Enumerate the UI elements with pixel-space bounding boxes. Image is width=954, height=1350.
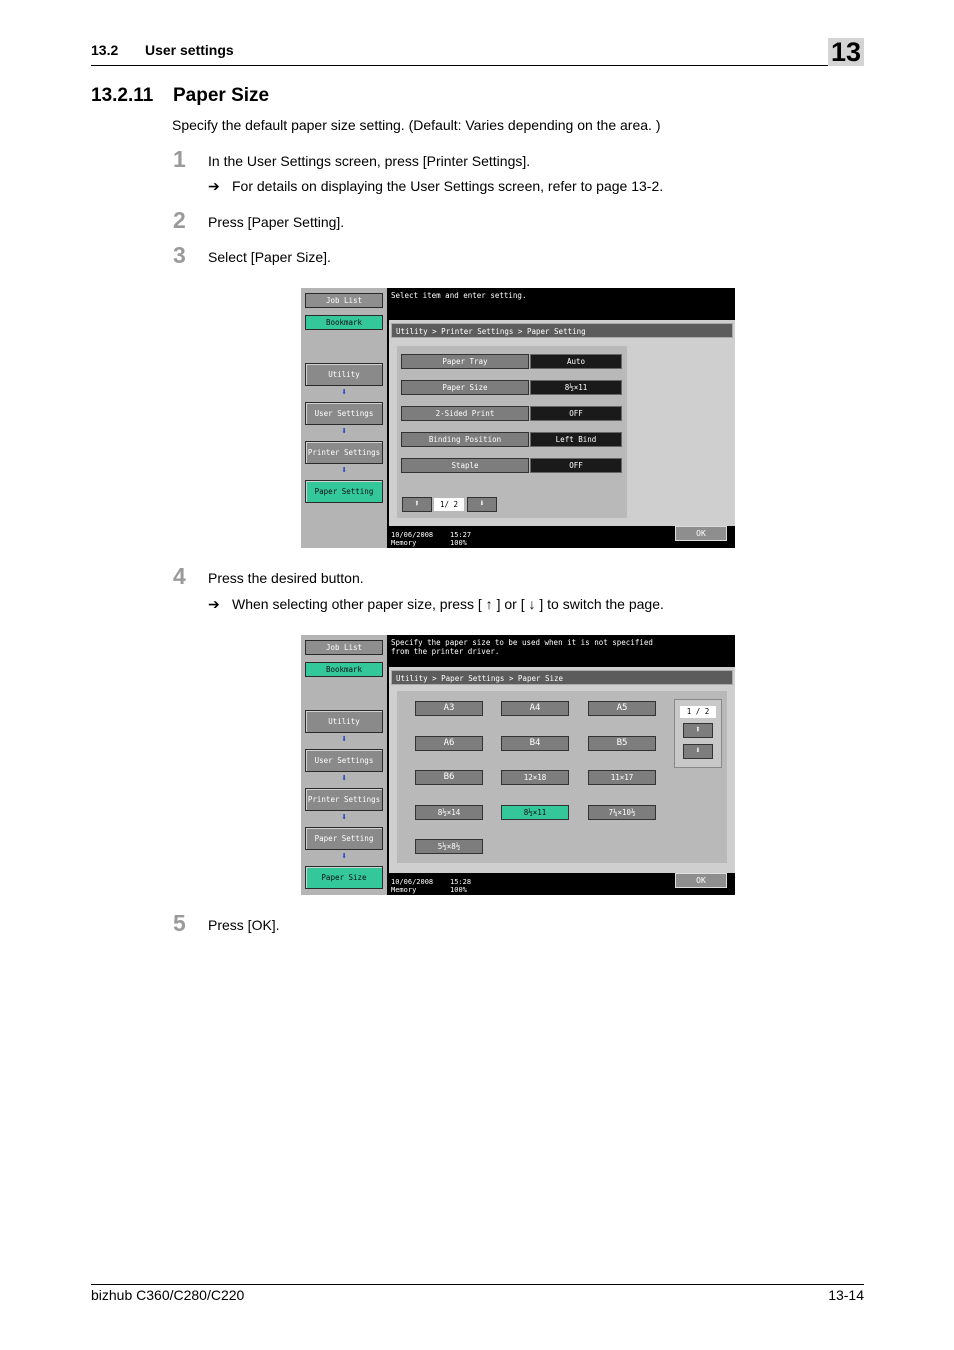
section-title: User settings bbox=[145, 42, 234, 58]
title-text: Paper Size bbox=[173, 85, 270, 106]
down-arrow-icon: ⬇ bbox=[341, 465, 348, 476]
page-title bbox=[91, 85, 269, 107]
staple-button[interactable]: Staple bbox=[401, 458, 529, 473]
size-button-8-5x11[interactable]: 8½×11 bbox=[501, 805, 569, 820]
screen-message bbox=[391, 638, 653, 656]
two-sided-print-button[interactable]: 2-Sided Print bbox=[401, 406, 529, 421]
down-arrow-icon: ⬇ bbox=[341, 851, 348, 862]
size-button-12x18[interactable]: 12×18 bbox=[501, 770, 569, 785]
paper-tray-value: Auto bbox=[530, 354, 622, 369]
paper-size-value: 8½×11 bbox=[530, 380, 622, 395]
page-up-button[interactable]: ⬆ bbox=[402, 497, 432, 512]
nav-printer-settings[interactable]: Printer Settings bbox=[305, 788, 383, 811]
nav-printer-settings[interactable]: Printer Settings bbox=[305, 441, 383, 464]
down-arrow-icon: ⬇ bbox=[341, 773, 348, 784]
job-list-button[interactable]: Job List bbox=[305, 640, 383, 655]
status-date: 10/06/2008 bbox=[391, 878, 434, 886]
nav-paper-setting[interactable]: Paper Setting bbox=[305, 827, 383, 850]
size-button-7-25x10-5[interactable]: 7¼×10½ bbox=[588, 805, 656, 820]
size-button-a6[interactable]: A6 bbox=[415, 736, 483, 751]
message-line-1: Specify the paper size to be used when it is not specified bbox=[391, 638, 653, 647]
chapter-badge: 13 bbox=[828, 38, 864, 66]
page-indicator: 1 / 2 bbox=[680, 706, 716, 718]
ok-button[interactable]: OK bbox=[675, 526, 727, 541]
size-button-a5[interactable]: A5 bbox=[588, 701, 656, 716]
staple-value: OFF bbox=[530, 458, 622, 473]
step-text: In the User Settings screen, press [Printer Settings]. bbox=[208, 153, 531, 169]
footer-page-number: 13-14 bbox=[828, 1287, 864, 1303]
two-sided-print-value: OFF bbox=[530, 406, 622, 421]
footer-rule bbox=[91, 1284, 864, 1285]
step-number: 3 bbox=[173, 242, 186, 268]
footer-product: bizhub C360/C280/C220 bbox=[91, 1287, 245, 1303]
section-number: 13.2 bbox=[91, 42, 119, 58]
size-button-a3[interactable]: A3 bbox=[415, 701, 483, 716]
title-number: 13.2.11 bbox=[91, 85, 154, 106]
status-bar bbox=[391, 531, 471, 547]
screen-message: Select item and enter setting. bbox=[391, 291, 527, 300]
screenshot-paper-size bbox=[301, 635, 735, 895]
step-note-text: For details on displaying the User Settings screen, refer to page 13-2. bbox=[232, 178, 664, 194]
step-text: Select [Paper Size]. bbox=[208, 249, 331, 265]
header-rule bbox=[91, 65, 864, 66]
bookmark-button[interactable]: Bookmark bbox=[305, 315, 383, 330]
intro-text: Specify the default paper size setting. (Default: Varies depending on the area. ) bbox=[172, 117, 661, 133]
paper-tray-button[interactable]: Paper Tray bbox=[401, 354, 529, 369]
step-number: 5 bbox=[173, 910, 186, 936]
nav-utility[interactable]: Utility bbox=[305, 710, 383, 733]
binding-position-value: Left Bind bbox=[530, 432, 622, 447]
breadcrumb: Utility > Paper Settings > Paper Size bbox=[391, 670, 733, 685]
arrow-icon: ➔ bbox=[208, 596, 220, 612]
size-button-11x17[interactable]: 11×17 bbox=[588, 770, 656, 785]
paper-size-button[interactable]: Paper Size bbox=[401, 380, 529, 395]
size-button-b6[interactable]: B6 bbox=[415, 770, 483, 785]
page-up-button[interactable]: ⬆ bbox=[683, 723, 713, 738]
bookmark-button[interactable]: Bookmark bbox=[305, 662, 383, 677]
binding-position-button[interactable]: Binding Position bbox=[401, 432, 529, 447]
nav-user-settings[interactable]: User Settings bbox=[305, 749, 383, 772]
memory-value: 100% bbox=[450, 886, 467, 894]
status-time: 15:27 bbox=[450, 531, 472, 539]
step-number: 2 bbox=[173, 207, 186, 233]
nav-utility[interactable]: Utility bbox=[305, 363, 383, 386]
page-down-button[interactable]: ⬇ bbox=[467, 497, 497, 512]
size-button-a4[interactable]: A4 bbox=[501, 701, 569, 716]
step-text: Press [OK]. bbox=[208, 917, 280, 933]
memory-label: Memory bbox=[391, 886, 417, 894]
status-time: 15:28 bbox=[450, 878, 472, 886]
breadcrumb: Utility > Printer Settings > Paper Setting bbox=[391, 323, 733, 338]
nav-user-settings[interactable]: User Settings bbox=[305, 402, 383, 425]
step-number: 4 bbox=[173, 563, 186, 589]
step-note bbox=[208, 178, 663, 195]
size-button-b4[interactable]: B4 bbox=[501, 736, 569, 751]
down-arrow-icon: ⬇ bbox=[341, 387, 348, 398]
job-list-button[interactable]: Job List bbox=[305, 293, 383, 308]
nav-paper-size[interactable]: Paper Size bbox=[305, 866, 383, 889]
size-button-8-5x14[interactable]: 8½×14 bbox=[415, 805, 483, 820]
size-button-b5[interactable]: B5 bbox=[588, 736, 656, 751]
down-arrow-icon: ⬇ bbox=[341, 734, 348, 745]
page-indicator: 1/ 2 bbox=[434, 498, 464, 511]
step-note-text: When selecting other paper size, press [ ↑ ] or [ ↓ ] to switch the page. bbox=[232, 596, 664, 612]
down-arrow-icon: ⬇ bbox=[341, 812, 348, 823]
status-bar bbox=[391, 878, 471, 894]
message-line-2: from the printer driver. bbox=[391, 647, 500, 656]
page-down-button[interactable]: ⬇ bbox=[683, 744, 713, 759]
step-text: Press the desired button. bbox=[208, 570, 364, 586]
screenshot-paper-setting bbox=[301, 288, 735, 548]
down-arrow-icon: ⬇ bbox=[341, 426, 348, 437]
arrow-icon: ➔ bbox=[208, 178, 220, 194]
size-button-5-5x8-5[interactable]: 5½×8½ bbox=[415, 839, 483, 854]
status-date: 10/06/2008 bbox=[391, 531, 434, 539]
running-header bbox=[91, 42, 234, 58]
ok-button[interactable]: OK bbox=[675, 873, 727, 888]
nav-paper-setting[interactable]: Paper Setting bbox=[305, 480, 383, 503]
step-number: 1 bbox=[173, 146, 186, 172]
memory-value: 100% bbox=[450, 539, 467, 547]
step-text: Press [Paper Setting]. bbox=[208, 214, 345, 230]
step-note bbox=[208, 596, 664, 613]
memory-label: Memory bbox=[391, 539, 417, 547]
